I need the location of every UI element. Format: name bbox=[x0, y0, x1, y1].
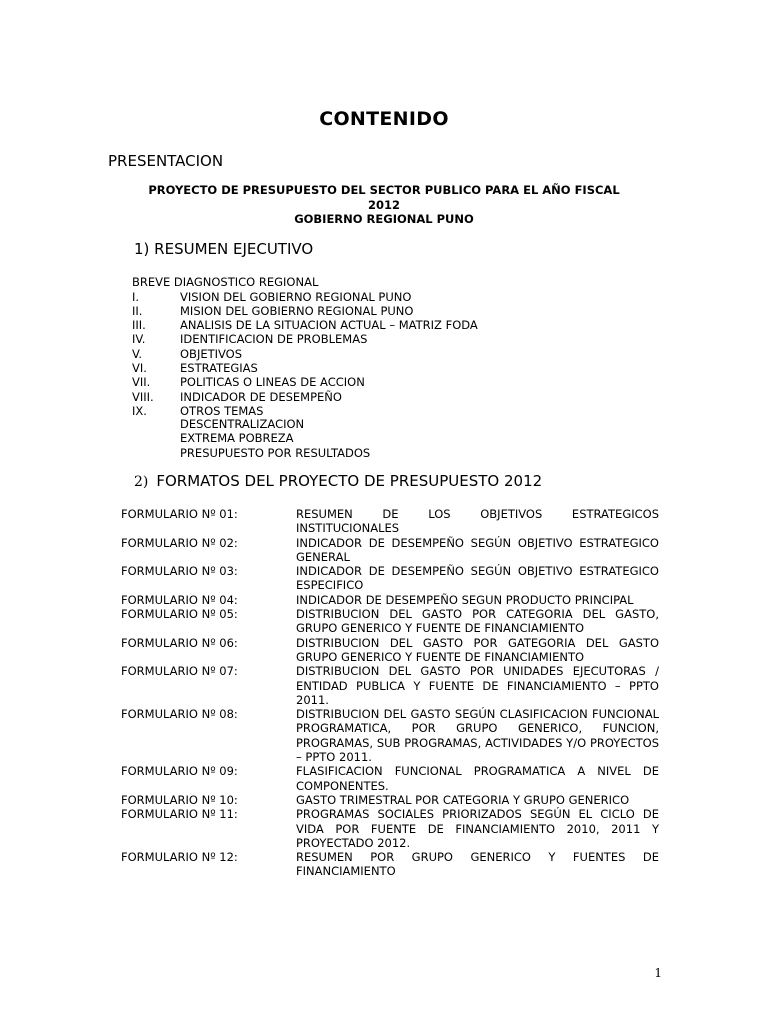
list-item-text: IDENTIFICACION DE PROBLEMAS bbox=[180, 332, 368, 347]
list-item-number: II. bbox=[132, 303, 143, 318]
form-label: FORMULARIO Nº 04: bbox=[121, 592, 238, 607]
forms-list bbox=[121, 507, 659, 879]
form-description: DISTRIBUCION DEL GASTO POR GATEGORIA DEL GASTO GRUPO GENERICO Y FUENTE DE FINANCIAMIENTO bbox=[296, 635, 659, 664]
list-item bbox=[132, 318, 478, 332]
section-2-number: 2) bbox=[134, 474, 149, 490]
form-row bbox=[121, 593, 659, 607]
form-row bbox=[121, 807, 659, 850]
list-item bbox=[132, 290, 478, 304]
form-description: INDICADOR DE DESEMPEÑO SEGUN PRODUCTO PRINCIPAL bbox=[296, 592, 634, 607]
form-row bbox=[121, 507, 659, 536]
form-label: FORMULARIO Nº 08: bbox=[121, 707, 238, 722]
form-row bbox=[121, 564, 659, 593]
form-row bbox=[121, 793, 659, 807]
sub-item: EXTREMA POBREZA bbox=[180, 431, 294, 446]
list-item-text: POLITICAS O LINEAS DE ACCION bbox=[180, 375, 365, 390]
form-description: INDICADOR DE DESEMPEÑO SEGÚN OBJETIVO ESTRATEGICO ESPECIFICO bbox=[296, 564, 659, 593]
list-item-number: III. bbox=[132, 318, 146, 333]
form-label: FORMULARIO Nº 03: bbox=[121, 564, 238, 579]
form-label: FORMULARIO Nº 09: bbox=[121, 764, 238, 779]
form-row bbox=[121, 764, 659, 793]
list-item-number: IX. bbox=[132, 403, 147, 418]
form-label: FORMULARIO Nº 10: bbox=[121, 792, 238, 807]
page-title: CONTENIDO bbox=[319, 108, 449, 130]
form-label: FORMULARIO Nº 01: bbox=[121, 507, 238, 521]
section-1-intro: BREVE DIAGNOSTICO REGIONAL bbox=[132, 275, 319, 289]
form-description: GASTO TRIMESTRAL POR CATEGORIA Y GRUPO GENERICO bbox=[296, 792, 630, 807]
section-1-heading: 1) RESUMEN EJECUTIVO bbox=[134, 240, 314, 258]
list-item bbox=[132, 332, 478, 346]
form-description: DISTRIBUCION DEL GASTO POR CATEGORIA DEL GASTO, GRUPO GENERICO Y FUENTE DE FINANCIAMIENTO bbox=[296, 607, 659, 636]
form-row bbox=[121, 707, 659, 764]
list-item-number: VI. bbox=[132, 360, 147, 375]
project-title-line-3: GOBIERNO REGIONAL PUNO bbox=[294, 212, 474, 226]
list-item-text: ESTRATEGIAS bbox=[180, 360, 258, 375]
sub-item: DESCENTRALIZACION bbox=[180, 417, 305, 431]
list-item-number: VII. bbox=[132, 375, 151, 390]
list-item-text: VISION DEL GOBIERNO REGIONAL PUNO bbox=[180, 289, 412, 304]
list-item bbox=[132, 361, 478, 375]
list-item-text: INDICADOR DE DESEMPEÑO bbox=[180, 389, 342, 404]
list-item-number: IV. bbox=[132, 332, 146, 347]
list-item bbox=[132, 375, 478, 389]
form-label: FORMULARIO Nº 07: bbox=[121, 664, 238, 679]
project-title-block bbox=[108, 183, 660, 227]
presentacion-heading: PRESENTACION bbox=[108, 152, 224, 170]
form-label: FORMULARIO Nº 06: bbox=[121, 635, 238, 650]
list-item-number: I. bbox=[132, 289, 140, 304]
section-2-heading bbox=[134, 472, 542, 490]
form-row bbox=[121, 664, 659, 707]
form-description: PROGRAMAS SOCIALES PRIORIZADOS SEGÚN EL CICLO DE VIDA POR FUENTE DE FINANCIAMIENTO 2010, 2011 Y PROYECTADO 2012. bbox=[296, 807, 659, 850]
form-label: FORMULARIO Nº 11: bbox=[121, 807, 238, 822]
form-row bbox=[121, 850, 659, 879]
list-item-text: MISION DEL GOBIERNO REGIONAL PUNO bbox=[180, 303, 414, 318]
section-1-list bbox=[132, 290, 478, 419]
list-item bbox=[132, 304, 478, 318]
sub-item: PRESUPUESTO POR RESULTADOS bbox=[180, 445, 371, 460]
project-title-line-2: 2012 bbox=[367, 197, 400, 212]
list-item-text: OBJETIVOS bbox=[180, 346, 243, 361]
form-description: DISTRIBUCION DEL GASTO POR UNIDADES EJECUTORAS / ENTIDAD PUBLICA Y FUENTE DE FINANCIAMIENTO – PPTO 2011. bbox=[296, 664, 659, 707]
list-item bbox=[132, 390, 478, 404]
project-title-line-1: PROYECTO DE PRESUPUESTO DEL SECTOR PUBLICO PARA EL AÑO FISCAL bbox=[148, 183, 620, 197]
list-item-text: ANALISIS DE LA SITUACION ACTUAL – MATRIZ FODA bbox=[180, 318, 478, 333]
section-1-subitems bbox=[180, 417, 370, 460]
form-label: FORMULARIO Nº 05: bbox=[121, 607, 238, 622]
form-row bbox=[121, 536, 659, 565]
list-item-number: VIII. bbox=[132, 389, 154, 404]
section-2-title: FORMATOS DEL PROYECTO DE PRESUPUESTO 2012 bbox=[156, 472, 543, 490]
form-label: FORMULARIO Nº 02: bbox=[121, 535, 238, 550]
form-description: RESUMEN DE LOS OBJETIVOS ESTRATEGICOS INSTITUCIONALES bbox=[296, 507, 659, 536]
form-row bbox=[121, 607, 659, 636]
form-row bbox=[121, 636, 659, 665]
form-description: FLASIFICACION FUNCIONAL PROGRAMATICA A NIVEL DE COMPONENTES. bbox=[296, 764, 659, 793]
page-number: 1 bbox=[654, 966, 662, 980]
list-item-number: V. bbox=[132, 346, 143, 361]
list-item-text: OTROS TEMAS bbox=[180, 403, 264, 418]
form-description: RESUMEN POR GRUPO GENERICO Y FUENTES DE FINANCIAMIENTO bbox=[296, 850, 659, 879]
form-description: DISTRIBUCION DEL GASTO SEGÚN CLASIFICACION FUNCIONAL PROGRAMATICA, POR GRUPO GENERICO, FUNCION, PROGRAMAS, SUB PROGRAMAS, ACTIVIDADES Y/O PROYECTOS – PPTO 2011. bbox=[296, 707, 659, 765]
list-item bbox=[132, 347, 478, 361]
form-description: INDICADOR DE DESEMPEÑO SEGÚN OBJETIVO ESTRATEGICO GENERAL bbox=[296, 535, 659, 564]
form-label: FORMULARIO Nº 12: bbox=[121, 850, 238, 865]
